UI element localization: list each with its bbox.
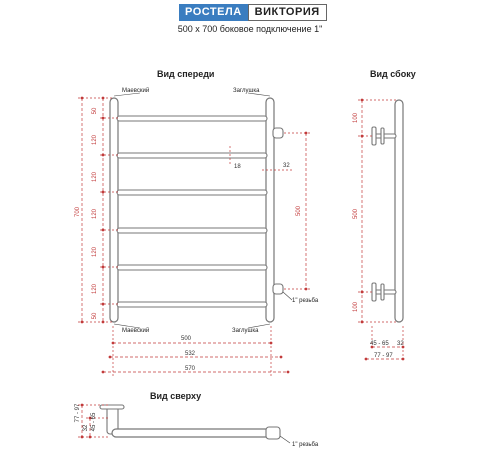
rung (117, 116, 267, 121)
dim-seg-2: 120 (92, 134, 98, 146)
callout-mayevsky-top: Маевский (122, 88, 150, 94)
front-view-title: Вид спереди (157, 69, 215, 79)
dim-seg-5: 120 (92, 246, 98, 258)
side-pipe (395, 100, 403, 322)
top-left-mount (100, 405, 124, 409)
side-view-title: Вид сбоку (370, 69, 416, 79)
top-connector (266, 427, 280, 439)
dim-offset: 32 (283, 163, 290, 169)
front-top-connector (273, 128, 283, 138)
side-view (353, 99, 404, 362)
side-dim-depth-range: 45 - 65 (370, 341, 389, 347)
brand-label: РОСТЕЛА (179, 4, 248, 21)
model-label: ВИКТОРИЯ (248, 4, 327, 21)
top-view-title: Вид сверху (150, 391, 202, 401)
side-dim-total-depth: 77 - 97 (374, 353, 393, 359)
callout-mayevsky-bottom: Маевский (122, 328, 150, 334)
dim-axis-height: 500 (296, 205, 302, 217)
dim-width-532: 532 (184, 351, 196, 357)
top-dim-total-depth: 77 - 97 (75, 403, 81, 423)
front-left-pipe (110, 98, 118, 322)
top-view (75, 403, 319, 448)
dim-seg-3: 120 (92, 171, 98, 183)
rung (117, 228, 267, 233)
rung (117, 153, 267, 158)
callout-thread-front: 1" резьба (292, 298, 319, 304)
front-callout-leaders (114, 93, 292, 328)
dim-pipe-gap: 18 (234, 164, 241, 170)
front-bottom-connector (273, 284, 283, 294)
top-rail (112, 429, 272, 437)
callout-thread-top: 1" резьба (292, 442, 319, 448)
callout-plug-top: Заглушка (233, 88, 260, 94)
product-subtitle: 500 х 700 боковое подключение 1" (177, 24, 323, 34)
top-dim-pipe: 32 (83, 424, 89, 432)
front-rungs (117, 116, 267, 307)
dim-seg-1: 50 (92, 107, 98, 115)
dim-width-500: 500 (180, 336, 192, 342)
side-dim-top: 100 (353, 112, 359, 124)
callout-plug-bottom: Заглушка (232, 328, 259, 334)
rung (117, 302, 267, 307)
front-view (75, 87, 319, 376)
side-dim-bottom: 100 (353, 301, 359, 313)
top-callout-leader (280, 436, 290, 443)
side-dim-pipe: 32 (397, 341, 404, 347)
dim-seg-4: 120 (92, 208, 98, 220)
side-brackets (372, 127, 396, 301)
dim-width-570: 570 (184, 366, 196, 372)
dim-seg-6: 120 (92, 283, 98, 295)
top-dim-depth-range: 45 - 65 (91, 412, 97, 432)
dim-seg-7: 50 (92, 312, 98, 320)
dim-total-height: 700 (75, 206, 81, 218)
side-dim-middle: 500 (353, 208, 359, 220)
rung (117, 190, 267, 195)
rung (117, 265, 267, 270)
